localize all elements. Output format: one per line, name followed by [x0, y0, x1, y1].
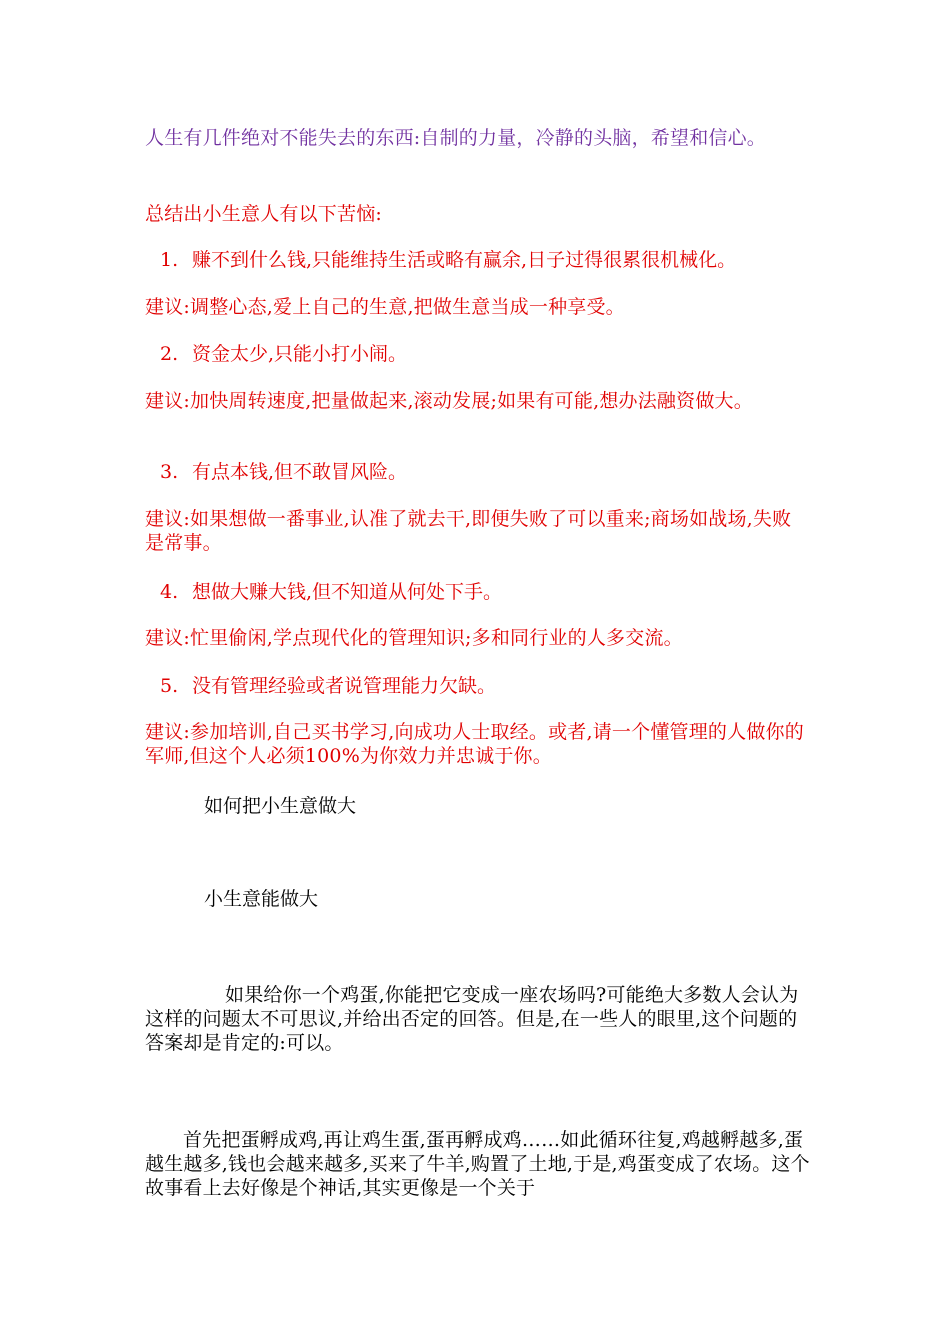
- advice-paragraph-5: 建议:参加培训,自己买书学习,向成功人士取经。或者,请一个懂管理的人做你的军师,但这个人必须100%为你效力并忠诚于你。: [145, 721, 804, 767]
- summary-line: 总结出小生意人有以下苦恼:: [145, 203, 383, 225]
- advice-paragraph-3: 建议:如果想做一番事业,认准了就去干,即便失败了可以重来;商场如战场,失败是常事。: [145, 508, 792, 554]
- advice-paragraph-1: 建议:调整心态,爱上自己的生意,把做生意当成一种享受。: [145, 296, 625, 318]
- trouble-item-2: [160, 342, 820, 366]
- trouble-number: 3.: [160, 461, 179, 483]
- trouble-number: 4.: [160, 581, 179, 603]
- trouble-number: 5.: [160, 675, 179, 697]
- egg-cycle-paragraph: 首先把蛋孵成鸡,再让鸡生蛋,蛋再孵成鸡……如此循环往复,鸡越孵越多,蛋越生越多,钱也会越来越多,买来了牛羊,购置了土地,于是,鸡蛋变成了农场。这个故事看上去好像是个神话,其实更像是一个关于: [145, 1129, 810, 1199]
- trouble-item-3: [160, 460, 820, 484]
- trouble-item-1: [160, 248, 820, 272]
- trouble-number: 1.: [160, 249, 179, 271]
- intro-paragraph: 人生有几件绝对不能失去的东西:自制的力量，冷静的头脑，希望和信心。: [145, 127, 767, 149]
- section-heading-can-grow: 小生意能做大: [204, 888, 319, 910]
- trouble-number: 2.: [160, 343, 179, 365]
- section-heading-grow-business: 如何把小生意做大: [204, 795, 357, 817]
- egg-farm-paragraph: 如果给你一个鸡蛋,你能把它变成一座农场吗?可能绝大多数人会认为这样的问题太不可思议,并给出否定的回答。但是,在一些人的眼里,这个问题的答案却是肯定的:可以。: [145, 984, 799, 1054]
- trouble-text: 没有管理经验或者说管理能力欠缺。: [192, 675, 497, 697]
- trouble-item-4: [160, 580, 820, 604]
- advice-paragraph-2: 建议:加快周转速度,把量做起来,滚动发展;如果有可能,想办法融资做大。: [145, 390, 753, 412]
- trouble-text: 赚不到什么钱,只能维持生活或略有赢余,日子过得很累很机械化。: [192, 249, 737, 271]
- trouble-text: 想做大赚大钱,但不知道从何处下手。: [192, 581, 503, 603]
- trouble-text: 资金太少,只能小打小闹。: [192, 343, 408, 365]
- advice-paragraph-4: 建议:忙里偷闲,学点现代化的管理知识;多和同行业的人多交流。: [145, 627, 683, 649]
- trouble-text: 有点本钱,但不敢冒风险。: [192, 461, 408, 483]
- trouble-item-5: [160, 674, 820, 698]
